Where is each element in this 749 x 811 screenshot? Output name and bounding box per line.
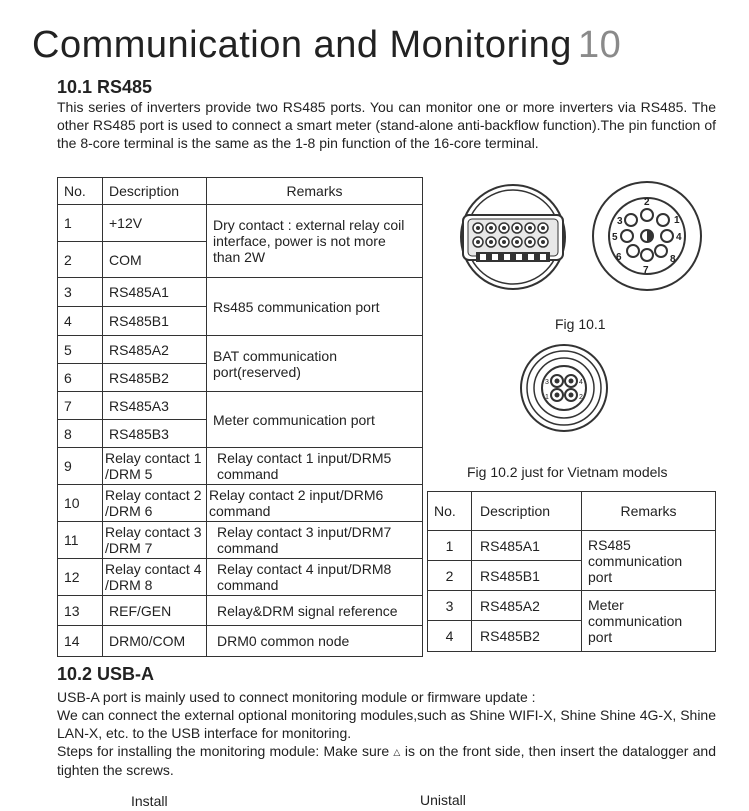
pin-label: 1 — [674, 215, 680, 226]
table-cell-no: 4 — [428, 621, 472, 652]
table-cell-remark: Rs485 communication port — [207, 278, 423, 336]
table-cell-no: 14 — [58, 626, 103, 657]
table-cell-desc: RS485A2 — [103, 336, 207, 364]
table-cell-no: 10 — [58, 485, 103, 522]
table-cell-desc: Relay contact 1 /DRM 5 — [103, 448, 207, 485]
pin-label: 4 — [676, 232, 682, 243]
pin-label: 2 — [579, 394, 583, 401]
table-cell-desc: Relay contact 2 /DRM 6 — [103, 485, 207, 522]
figure-caption-10-2: Fig 10.2 just for Vietnam models — [467, 464, 668, 480]
table-cell-remark: Relay contact 4 input/DRM8 command — [207, 559, 423, 596]
four-pin-round-connector-figure — [517, 343, 611, 433]
table-header-description: Description — [103, 178, 207, 205]
chapter-number: 10 — [577, 24, 622, 66]
table-cell-desc: RS485A3 — [103, 392, 207, 420]
table-header-no: No. — [428, 492, 472, 531]
table-cell-remark: Meter communication port — [207, 392, 423, 448]
table-cell-desc: +12V — [103, 205, 207, 242]
table-cell-desc: RS485B3 — [103, 420, 207, 448]
table-cell-no: 11 — [58, 522, 103, 559]
pin-label: 1 — [545, 394, 549, 401]
table-cell-desc: RS485B1 — [103, 307, 207, 336]
table-cell-remark: Dry contact : external relay coil interface, power is not more than 2W — [207, 205, 423, 278]
table-cell-desc: DRM0/COM — [103, 626, 207, 657]
table-header-no: No. — [58, 178, 103, 205]
table-header-description: Description — [472, 492, 582, 531]
page-title: Communication and Monitoring 10 — [32, 24, 622, 66]
vietnam-pin-table — [427, 491, 716, 652]
sixteen-pin-connector-figure — [448, 182, 578, 292]
table-cell-no: 1 — [58, 205, 103, 242]
table-cell-remark: Relay contact 3 input/DRM7 command — [207, 522, 423, 559]
table-cell-no: 9 — [58, 448, 103, 485]
triangle-icon: △ — [393, 747, 401, 757]
table-cell-remark: Relay contact 2 input/DRM6 command — [207, 485, 423, 522]
table-header-remarks: Remarks — [582, 492, 716, 531]
table-cell-no: 2 — [428, 561, 472, 591]
pin-label: 4 — [579, 379, 583, 386]
table-cell-desc: RS485B1 — [472, 561, 582, 591]
table-cell-remark: Meter communication port — [582, 591, 716, 652]
table-cell-no: 4 — [58, 307, 103, 336]
table-cell-desc: Relay contact 4 /DRM 8 — [103, 559, 207, 596]
table-cell-desc: RS485A2 — [472, 591, 582, 621]
table-cell-remark: DRM0 common node — [207, 626, 423, 657]
usb-a-paragraph: USB-A port is mainly used to connect monitoring module or firmware update : We can connect the external optional monitoring modules,such as Shine WIFI-X, Shine Shine 4G-X, Shine LAN-X, etc. to the USB interface for monitoring. Steps for installing the monitoring module: Make sure △ is on the front side, then insert the datalogger and tighten the screws. — [57, 689, 716, 778]
table-cell-desc: REF/GEN — [103, 596, 207, 626]
table-cell-desc: RS485A1 — [472, 531, 582, 561]
table-cell-no: 2 — [58, 242, 103, 278]
pin-label: 6 — [616, 252, 622, 263]
figure-caption-10-1: Fig 10.1 — [555, 316, 606, 332]
install-label: Install — [131, 793, 168, 809]
eight-pin-round-connector-figure — [590, 180, 708, 292]
table-cell-no: 5 — [58, 336, 103, 364]
table-cell-no: 8 — [58, 420, 103, 448]
section-heading-rs485: 10.1 RS485 — [57, 77, 153, 97]
uninstall-label: Unistall — [420, 792, 466, 808]
table-cell-no: 6 — [58, 364, 103, 392]
pin-function-table — [57, 177, 423, 657]
table-header-remarks: Remarks — [207, 178, 423, 205]
table-cell-no: 13 — [58, 596, 103, 626]
table-cell-no: 3 — [428, 591, 472, 621]
table-cell-no: 1 — [428, 531, 472, 561]
table-cell-desc: RS485B2 — [472, 621, 582, 652]
pin-label: 3 — [545, 379, 549, 386]
table-cell-desc: Relay contact 3 /DRM 7 — [103, 522, 207, 559]
table-cell-remark: BAT communication port(reserved) — [207, 336, 423, 392]
table-cell-desc: RS485A1 — [103, 278, 207, 307]
table-cell-remark: Relay contact 1 input/DRM5 command — [207, 448, 423, 485]
table-cell-remark: RS485 communication port — [582, 531, 716, 591]
pin-label: 3 — [617, 216, 623, 227]
table-cell-no: 12 — [58, 559, 103, 596]
pin-label: 2 — [644, 197, 650, 208]
table-cell-desc: COM — [103, 242, 207, 278]
pin-label: 7 — [643, 265, 649, 276]
pin-label: 5 — [612, 232, 618, 243]
table-cell-desc: RS485B2 — [103, 364, 207, 392]
section-heading-usb-a: 10.2 USB-A — [57, 664, 155, 684]
pin-label: 8 — [670, 254, 676, 265]
table-cell-no: 7 — [58, 392, 103, 420]
rs485-paragraph: This series of inverters provide two RS485 ports. You can monitor one or more inverters via RS485. The other RS485 port is used to connect a smart meter (stand-alone anti-backflow function).The pin function of the 8-core terminal is the same as the 1-8 pin function of the 16-core terminal. — [57, 99, 716, 151]
table-cell-remark: Relay&DRM signal reference — [207, 596, 423, 626]
table-cell-no: 3 — [58, 278, 103, 307]
